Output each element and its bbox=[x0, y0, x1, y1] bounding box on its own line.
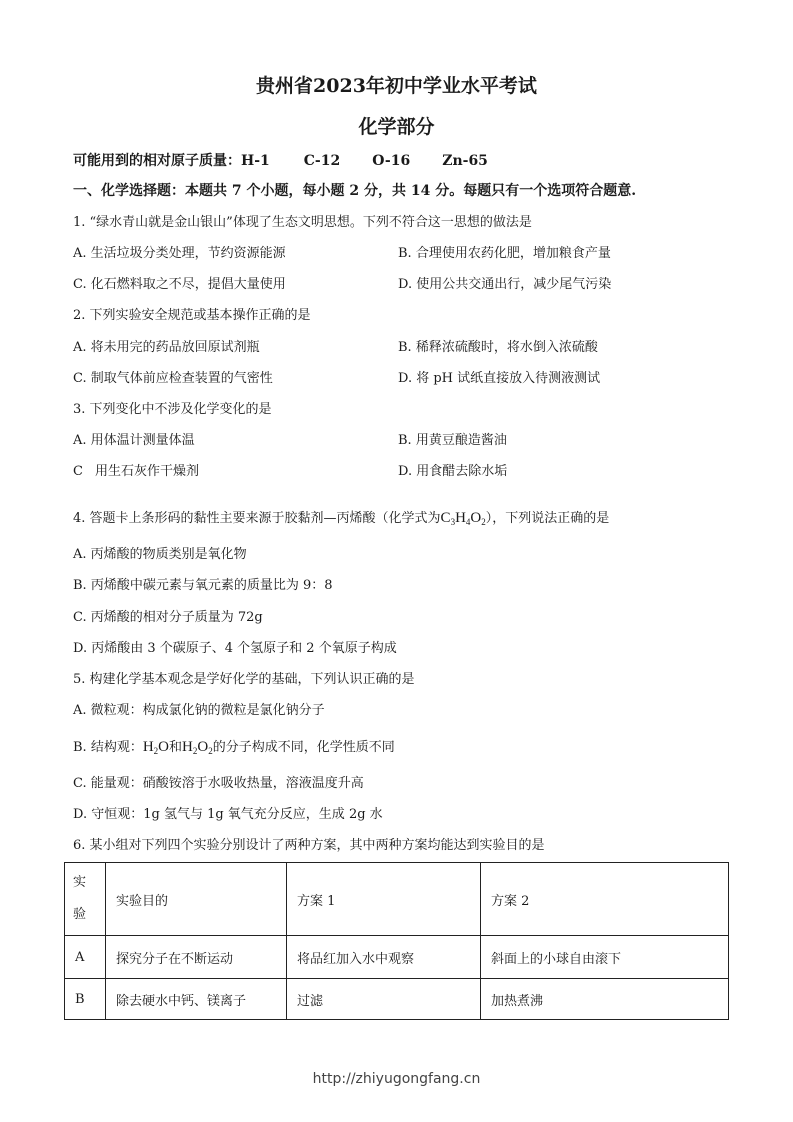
footer-url[interactable]: http://zhiyugongfang.cn bbox=[312, 1071, 481, 1087]
q2-stem: 2. 下列实验安全规范或基本操作正确的是 bbox=[73, 308, 311, 323]
q2-option-c: C. 制取气体前应检查装置的气密性 bbox=[73, 371, 273, 386]
table-row bbox=[65, 979, 729, 1020]
q3-option-d: D. 用食醋去除水垢 bbox=[398, 464, 508, 479]
q3-stem: 3. 下列变化中不涉及化学变化的是 bbox=[73, 402, 272, 417]
water-o: O bbox=[158, 739, 170, 755]
q1-stem: 1. “绿水青山就是金山银山”体现了生态文明思想。下列不符合这一思想的做法是 bbox=[73, 215, 532, 230]
row-a-plan1: 将品红加入水中观察 bbox=[287, 936, 481, 979]
row-a-plan2: 斜面上的小球自由滚下 bbox=[481, 936, 729, 979]
q2-option-a: A. 将未用完的药品放回原试剂瓶 bbox=[73, 340, 260, 355]
formula-c: C bbox=[440, 510, 451, 526]
atomic-masses bbox=[73, 152, 488, 170]
q5-option-b-post: 的分子构成不同，化学性质不同 bbox=[212, 740, 395, 755]
q3-option-c bbox=[73, 463, 199, 481]
q5-option-c: C. 能量观：硝酸铵溶于水吸收热量，溶液温度升高 bbox=[73, 776, 364, 791]
header-cell-plan1: 方案 1 bbox=[287, 863, 481, 936]
page-title: 贵州省2023年初中学业水平考试 bbox=[256, 75, 537, 97]
peroxide-o: O bbox=[197, 739, 209, 755]
q4-stem-post: ），下列说法正确的是 bbox=[485, 511, 610, 526]
water-h: H bbox=[142, 739, 154, 755]
formula-o-sub: 2 bbox=[481, 517, 486, 527]
acrylic-acid-formula bbox=[441, 510, 486, 526]
page-subtitle: 化学部分 bbox=[358, 116, 435, 138]
q3-option-c-text: 用生石灰作干燥剂 bbox=[94, 464, 199, 479]
water-h-sub: 2 bbox=[153, 746, 159, 756]
q3-option-a: A. 用体温计测量体温 bbox=[73, 433, 195, 448]
row-b-plan2: 加热煮沸 bbox=[481, 979, 729, 1020]
q6-stem: 6. 某小组对下列四个实验分别设计了两种方案，其中两种方案均能达到实验目的是 bbox=[73, 838, 545, 853]
row-a-label: A bbox=[65, 936, 106, 979]
q2-option-b: B. 稀释浓硫酸时，将水倒入浓硫酸 bbox=[398, 340, 598, 355]
q5-option-d: D. 守恒观：1g 氢气与 1g 氧气充分反应，生成 2g 水 bbox=[73, 807, 383, 822]
atomic-masses-label: 可能用到的相对原子质量： bbox=[73, 153, 241, 169]
q5-option-b-pre: B. 结构观： bbox=[73, 740, 143, 755]
q2-option-d: D. 将 pH 试纸直接放入待测液测试 bbox=[398, 371, 601, 386]
header-cell-experiment: 实验 bbox=[65, 863, 106, 936]
table-row bbox=[65, 936, 729, 979]
formula-c-sub: 3 bbox=[450, 517, 456, 527]
q3-option-c-letter: C bbox=[73, 464, 83, 479]
header-cell-plan2: 方案 2 bbox=[481, 863, 729, 936]
row-b-label: B bbox=[65, 979, 106, 1020]
atomic-mass-zn: Zn-65 bbox=[442, 153, 488, 169]
atomic-mass-h: H-1 bbox=[241, 153, 270, 169]
q4-option-a: A. 丙烯酸的物质类别是氧化物 bbox=[73, 547, 247, 562]
atomic-mass-o: O-16 bbox=[372, 153, 411, 169]
q1-option-b: B. 合理使用农药化肥，增加粮食产量 bbox=[398, 246, 611, 261]
water-formula bbox=[143, 739, 169, 755]
peroxide-formula bbox=[182, 739, 213, 755]
q5-stem: 5. 构建化学基本观念是学好化学的基础，下列认识正确的是 bbox=[73, 672, 415, 687]
peroxide-h: H bbox=[182, 739, 193, 755]
section-heading: 一、化学选择题：本题共 7 个小题，每小题 2 分，共 14 分。每题只有一个选项符合题意. bbox=[73, 183, 637, 199]
q5-option-b bbox=[73, 738, 395, 760]
header-cell-purpose: 实验目的 bbox=[106, 863, 287, 936]
formula-h: H bbox=[455, 510, 466, 526]
experiment-table bbox=[64, 862, 729, 1020]
formula-h-sub: 4 bbox=[465, 517, 471, 527]
q4-option-c: C. 丙烯酸的相对分子质量为 72g bbox=[73, 610, 263, 625]
q4-option-b: B. 丙烯酸中碳元素与氧元素的质量比为 9：8 bbox=[73, 578, 333, 593]
q3-option-b: B. 用黄豆酿造酱油 bbox=[398, 433, 507, 448]
q1-option-a: A. 生活垃圾分类处理，节约资源能源 bbox=[73, 246, 286, 261]
q5-option-b-and: 和 bbox=[169, 740, 183, 755]
row-a-purpose: 探究分子在不断运动 bbox=[106, 936, 287, 979]
q4-stem bbox=[73, 509, 609, 531]
table-header-row bbox=[65, 863, 729, 936]
row-b-purpose: 除去硬水中钙、镁离子 bbox=[106, 979, 287, 1020]
peroxide-h-sub: 2 bbox=[192, 746, 198, 756]
peroxide-o-sub: 2 bbox=[208, 746, 213, 756]
q5-option-a: A. 微粒观：构成氯化钠的微粒是氯化钠分子 bbox=[73, 703, 325, 718]
atomic-mass-c: C-12 bbox=[303, 153, 341, 169]
q1-option-d: D. 使用公共交通出行，减少尾气污染 bbox=[398, 277, 612, 292]
formula-o: O bbox=[470, 510, 482, 526]
q4-stem-pre: 4. 答题卡上条形码的黏性主要来源于胶黏剂—丙烯酸（化学式为 bbox=[73, 511, 441, 526]
q4-option-d: D. 丙烯酸由 3 个碳原子、4 个氢原子和 2 个氧原子构成 bbox=[73, 641, 397, 656]
row-b-plan1: 过滤 bbox=[287, 979, 481, 1020]
q1-option-c: C. 化石燃料取之不尽，提倡大量使用 bbox=[73, 277, 286, 292]
